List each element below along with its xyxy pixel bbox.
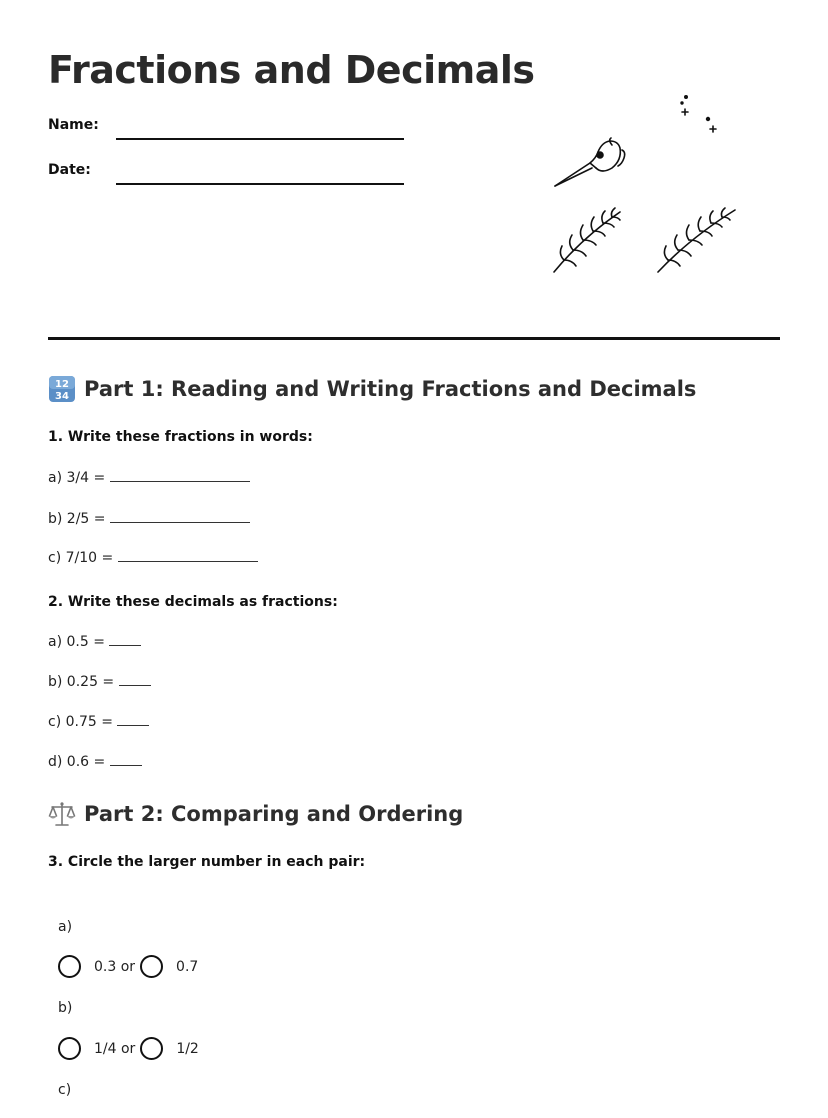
q1-answer-c[interactable] [118, 550, 258, 562]
q3-b-option-2-radio[interactable] [140, 1037, 163, 1060]
q1-answer-b[interactable] [110, 511, 250, 523]
q3-pair-c-label: c) [58, 1082, 72, 1098]
name-field[interactable] [116, 138, 404, 140]
star-decoration [681, 96, 716, 132]
q3-pair-a [58, 955, 198, 978]
balance-scale-icon [48, 800, 76, 828]
q1-item-b-label: b) 2/5 = [48, 511, 110, 527]
q3-pair-b-label: b) [58, 1000, 73, 1016]
q2-item-d [48, 754, 142, 770]
kiwi-bird-drawing [555, 138, 625, 186]
input-numbers-icon [48, 375, 76, 403]
fern-frond-right [658, 208, 735, 272]
q1-item-a [48, 470, 250, 486]
q2-item-c-label: c) 0.75 = [48, 714, 118, 730]
q2-item-a-label: a) 0.5 = [48, 634, 110, 650]
q2-answer-a[interactable] [109, 634, 141, 646]
q3-pair-a-label: a) [58, 919, 73, 935]
q1-item-c [48, 550, 258, 566]
q2-item-c [48, 714, 149, 730]
date-field[interactable] [116, 183, 404, 185]
svg-text:34: 34 [55, 391, 69, 402]
q3-a-option-2-radio[interactable] [140, 955, 163, 978]
part2-heading-text: Part 2: Comparing and Ordering [84, 802, 464, 826]
date-label: Date: [48, 162, 91, 178]
q2-answer-c[interactable] [117, 714, 149, 726]
q3-a-option-2-text: 0.7 [176, 958, 199, 975]
part2-heading [48, 800, 463, 828]
q2-item-d-label: d) 0.6 = [48, 754, 110, 770]
question-1: 1. Write these fractions in words: [48, 429, 313, 445]
q2-item-a [48, 634, 141, 650]
q2-item-b-label: b) 0.25 = [48, 674, 119, 690]
q1-answer-a[interactable] [110, 470, 250, 482]
q3-pair-b [58, 1037, 199, 1060]
part1-heading-text: Part 1: Reading and Writing Fractions and Decimals [84, 377, 697, 401]
q1-item-c-label: c) 7/10 = [48, 550, 118, 566]
q3-b-option-1-text: 1/4 or [94, 1040, 136, 1057]
q3-a-option-1-text: 0.3 or [94, 958, 136, 975]
q2-answer-b[interactable] [119, 674, 151, 686]
q2-answer-d[interactable] [110, 754, 142, 766]
fern-frond-left [554, 208, 620, 272]
question-3: 3. Circle the larger number in each pair: [48, 854, 366, 870]
section-divider [48, 337, 780, 340]
question-2: 2. Write these decimals as fractions: [48, 594, 338, 610]
kiwi-bird-fern-illustration [540, 88, 760, 288]
q3-b-option-2-text: 1/2 [176, 1040, 199, 1057]
name-label: Name: [48, 117, 99, 133]
part1-heading [48, 375, 696, 403]
q3-a-option-1-radio[interactable] [58, 955, 81, 978]
q2-item-b [48, 674, 151, 690]
page-title: Fractions and Decimals [48, 48, 535, 92]
q3-b-option-1-radio[interactable] [58, 1037, 81, 1060]
svg-text:12: 12 [55, 379, 69, 390]
q1-item-b [48, 511, 250, 527]
q1-item-a-label: a) 3/4 = [48, 470, 110, 486]
